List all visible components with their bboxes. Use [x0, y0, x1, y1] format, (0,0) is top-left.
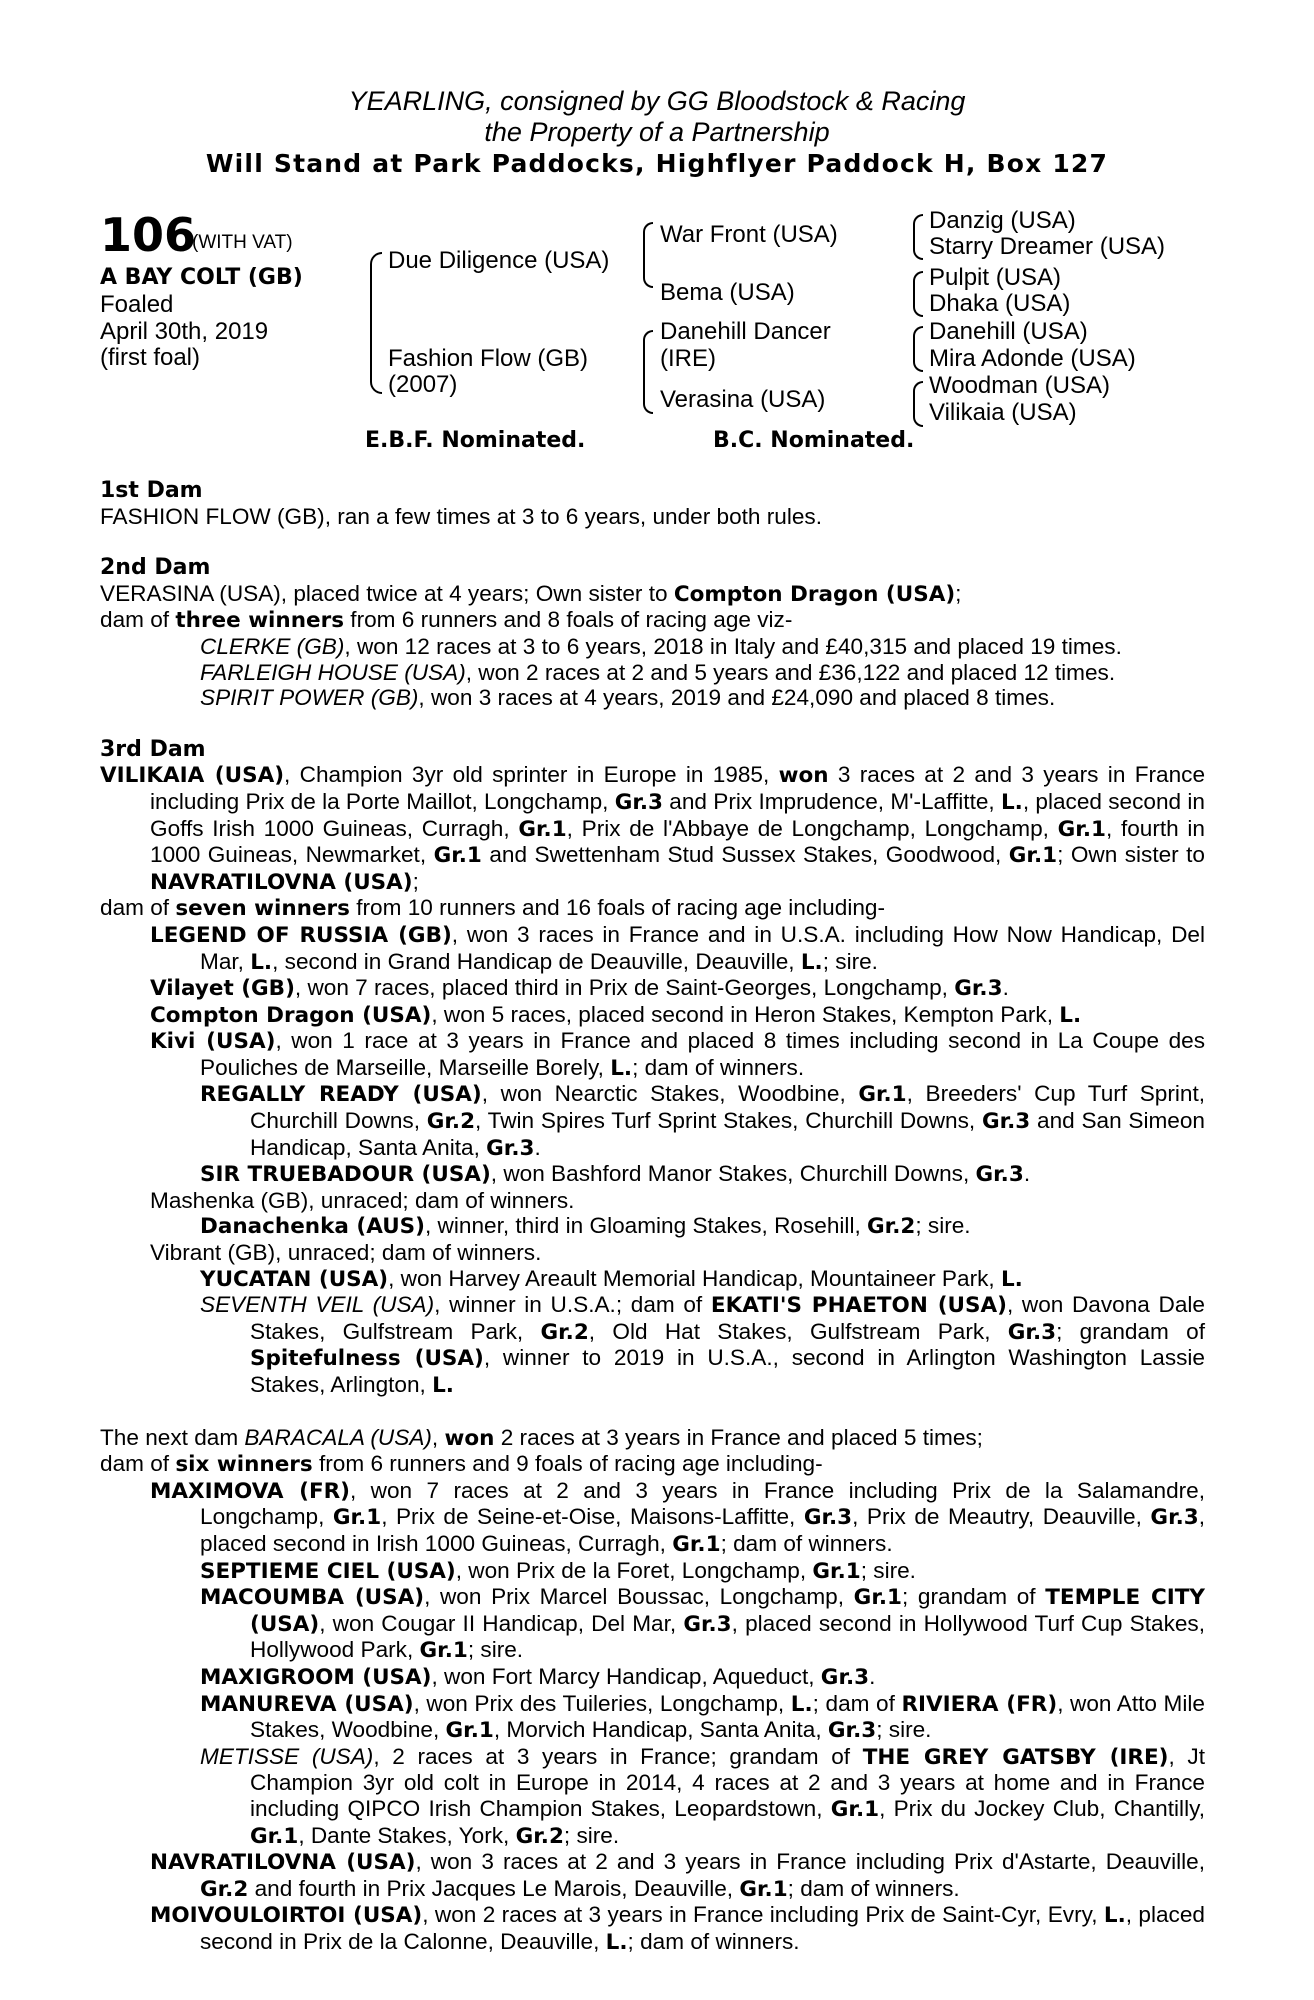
vat-label: (WITH VAT) — [192, 232, 293, 253]
pedigree-bracket-2 — [913, 271, 923, 317]
lot-number: 106 — [100, 208, 197, 262]
ped-dss: Danehill (USA) — [929, 318, 1088, 345]
next-dam-entry-3: MACOUMBA (USA), won Prix Marcel Boussac, Longchamp, Gr.1; grandam of TEMPLE CITY (USA), won Cougar II Handicap, Del Mar, Gr.3, placed second in Hollywood Turf Cup Stakes, Hollywood Park, Gr.1; sire. — [200, 1584, 1205, 1664]
third-dam-main: VILIKAIA (USA), Champion 3yr old sprinter in Europe in 1985, won 3 races at 2 and 3 years in France including Prix de la Porte Maillot, Longchamp, Gr.3 and Prix Imprudence, M'-Laffitte, L., placed second in Goffs Irish 1000 Guineas, Curragh, Gr.1, Prix de l'Abbaye de Longchamp, Longchamp, Gr.1, fourth in 1000 Guineas, Newmarket, Gr.1 and Swettenham Stud Sussex Stakes, Goodwood, Gr.1; Own sister to NAVRATILOVNA (USA); — [100, 762, 1206, 895]
second-dam-heading: 2nd Dam — [100, 555, 211, 581]
pedigree-bracket-3 — [913, 326, 923, 372]
ped-dsd: Mira Adonde (USA) — [929, 345, 1136, 372]
ped-sds: Pulpit (USA) — [929, 264, 1062, 291]
third-dam-entry-5: REGALLY READY (USA), won Nearctic Stakes, Woodbine, Gr.1, Breeders' Cup Turf Sprint, Churchill Downs, Gr.2, Twin Spires Turf Sprint Stakes, Churchill Downs, Gr.3 and San Simeon Handicap, Santa Anita, Gr.3. — [200, 1081, 1205, 1161]
next-dam-entry-5: MANUREVA (USA), won Prix des Tuileries, Longchamp, L.; dam of RIVIERA (FR), won Atto Mile Stakes, Woodbine, Gr.1, Morvich Handicap, Santa Anita, Gr.3; sire. — [200, 1690, 1205, 1744]
dam-sire-2: (IRE) — [660, 345, 716, 372]
foaled-date: April 30th, 2019 — [100, 318, 269, 345]
dam-year: (2007) — [388, 371, 458, 398]
third-dam-entry-2: Vilayet (GB), won 7 races, placed third in Prix de Saint-Georges, Longchamp, Gr.3. — [150, 975, 1009, 1002]
ped-sdd: Dhaka (USA) — [929, 290, 1071, 317]
pedigree-bracket-1 — [913, 214, 923, 260]
pedigree-bracket-4 — [913, 381, 923, 427]
second-dam-runner-1: CLERKE (GB), won 12 races at 3 to 6 years, 2018 in Italy and £40,315 and placed 19 times. — [200, 633, 1122, 659]
header-line-2: the Property of a Partnership — [484, 117, 830, 147]
next-dam-entry-7: NAVRATILOVNA (USA), won 3 races at 2 and 3 years in France including Prix d'Astarte, Deauville, Gr.2 and fourth in Prix Jacques Le Marois, Deauville, Gr.1; dam of winners. — [150, 1849, 1205, 1902]
third-dam-heading: 3rd Dam — [100, 736, 206, 762]
dam-sire-1: Danehill Dancer — [660, 318, 831, 345]
ped-ddd: Vilikaia (USA) — [929, 399, 1077, 426]
pedigree-bracket-sire — [643, 222, 653, 288]
next-dam-entry-8: MOIVOULOIRTOI (USA), won 2 races at 3 years in France including Prix de Saint-Cyr, Evry, L., placed second in Prix de la Calonne, Deauville, L.; dam of winners. — [150, 1902, 1205, 1955]
lot-name: A BAY COLT (GB) — [100, 265, 303, 290]
header-line-1: YEARLING, consigned by GG Bloodstock & Racing — [348, 86, 966, 116]
third-dam-entry-8: Danachenka (AUS), winner, third in Gloaming Stakes, Rosehill, Gr.2; sire. — [200, 1213, 971, 1240]
dam-name: Fashion Flow (GB) — [388, 345, 589, 372]
sire-dam: Bema (USA) — [660, 279, 795, 306]
header-line-3: Will Stand at Park Paddocks, Highflyer Paddock H, Box 127 — [205, 149, 1109, 178]
next-dam-entry-4: MAXIGROOM (USA), won Fort Marcy Handicap, Aqueduct, Gr.3. — [200, 1663, 876, 1690]
second-dam-runner-2: FARLEIGH HOUSE (USA), won 2 races at 2 and 5 years and £36,122 and placed 12 times. — [200, 659, 1116, 685]
ped-dds: Woodman (USA) — [929, 372, 1110, 399]
second-dam-runner-3: SPIRIT POWER (GB), won 3 races at 4 years, 2019 and £24,090 and placed 8 times. — [200, 685, 1056, 711]
first-foal-note: (first foal) — [100, 344, 201, 371]
first-dam-heading: 1st Dam — [100, 478, 203, 503]
next-dam-entry-1: MAXIMOVA (FR), won 7 races at 2 and 3 years in France including Prix de la Salamandre, Longchamp, Gr.1, Prix de Seine-et-Oise, Maisons-Laffitte, Gr.3, Prix de Meautry, Deauville, Gr.3, placed second in Irish 1000 Guineas, Curragh, Gr.1; dam of winners. — [150, 1477, 1206, 1557]
next-dam-line-2: dam of six winners from 6 runners and 9 foals of racing age including- — [100, 1451, 823, 1478]
third-dam-entry-7: Mashenka (GB), unraced; dam of winners. — [150, 1187, 575, 1213]
third-dam-entry-1: LEGEND OF RUSSIA (GB), won 3 races in France and in U.S.A. including How Now Handicap, Del Mar, L., second in Grand Handicap de Deauville, Deauville, L.; sire. — [150, 921, 1205, 975]
third-dam-entry-9: Vibrant (GB), unraced; dam of winners. — [150, 1240, 542, 1266]
second-dam-line-1: VERASINA (USA), placed twice at 4 years; Own sister to Compton Dragon (USA); — [100, 580, 962, 607]
third-dam-entry-4: Kivi (USA), won 1 race at 3 years in France and placed 8 times including second in La Coupe des Pouliches de Marseille, Marseille Borely, L.; dam of winners. — [150, 1028, 1205, 1081]
pedigree-bracket-main — [370, 252, 382, 394]
next-dam-entry-6: METISSE (USA), 2 races at 3 years in France; grandam of THE GREY GATSBY (IRE), Jt Champion 3yr old colt in Europe in 2014, 4 races at 2 and 3 years at home and in France including QIPCO Irish Champion Stakes, Leopardstown, Gr.1, Prix du Jockey Club, Chantilly, Gr.1, Dante Stakes, York, Gr.2; sire. — [200, 1743, 1205, 1849]
ebf-nominated: E.B.F. Nominated. — [365, 428, 586, 453]
next-dam-line-1: The next dam BARACALA (USA), won 2 races at 3 years in France and placed 5 times; — [100, 1424, 983, 1451]
ped-sss: Danzig (USA) — [929, 207, 1076, 234]
third-dam-entry-3: Compton Dragon (USA), won 5 races, placed second in Heron Stakes, Kempton Park, L. — [150, 1001, 1082, 1028]
third-dam-produce-summary: dam of seven winners from 10 runners and 16 foals of racing age including- — [100, 895, 885, 922]
next-dam-entry-2: SEPTIEME CIEL (USA), won Prix de la Foret, Longchamp, Gr.1; sire. — [200, 1557, 916, 1584]
third-dam-entry-6: SIR TRUEBADOUR (USA), won Bashford Manor Stakes, Churchill Downs, Gr.3. — [200, 1161, 1031, 1188]
third-dam-entry-11: SEVENTH VEIL (USA), winner in U.S.A.; dam of EKATI'S PHAETON (USA), won Davona Dale Stakes, Gulfstream Park, Gr.2, Old Hat Stakes, Gulfstream Park, Gr.3; grandam of Spitefulness (USA), winner to 2019 in U.S.A., second in Arlington Washington Lassie Stakes, Arlington, L. — [200, 1292, 1205, 1398]
foaled-label: Foaled — [100, 291, 174, 318]
pedigree-bracket-dam — [643, 330, 653, 414]
first-dam-text: FASHION FLOW (GB), ran a few times at 3 to 6 years, under both rules. — [100, 503, 823, 529]
bc-nominated: B.C. Nominated. — [713, 428, 915, 453]
family-body — [100, 478, 1205, 1955]
second-dam-line-2: dam of three winners from 6 runners and 8 foals of racing age viz- — [100, 607, 793, 634]
sire-sire: War Front (USA) — [660, 221, 838, 248]
dam-dam: Verasina (USA) — [660, 386, 826, 413]
ped-ssd: Starry Dreamer (USA) — [929, 233, 1166, 260]
sire-name: Due Diligence (USA) — [388, 247, 610, 274]
third-dam-entry-10: YUCATAN (USA), won Harvey Areault Memorial Handicap, Mountaineer Park, L. — [200, 1265, 1023, 1292]
